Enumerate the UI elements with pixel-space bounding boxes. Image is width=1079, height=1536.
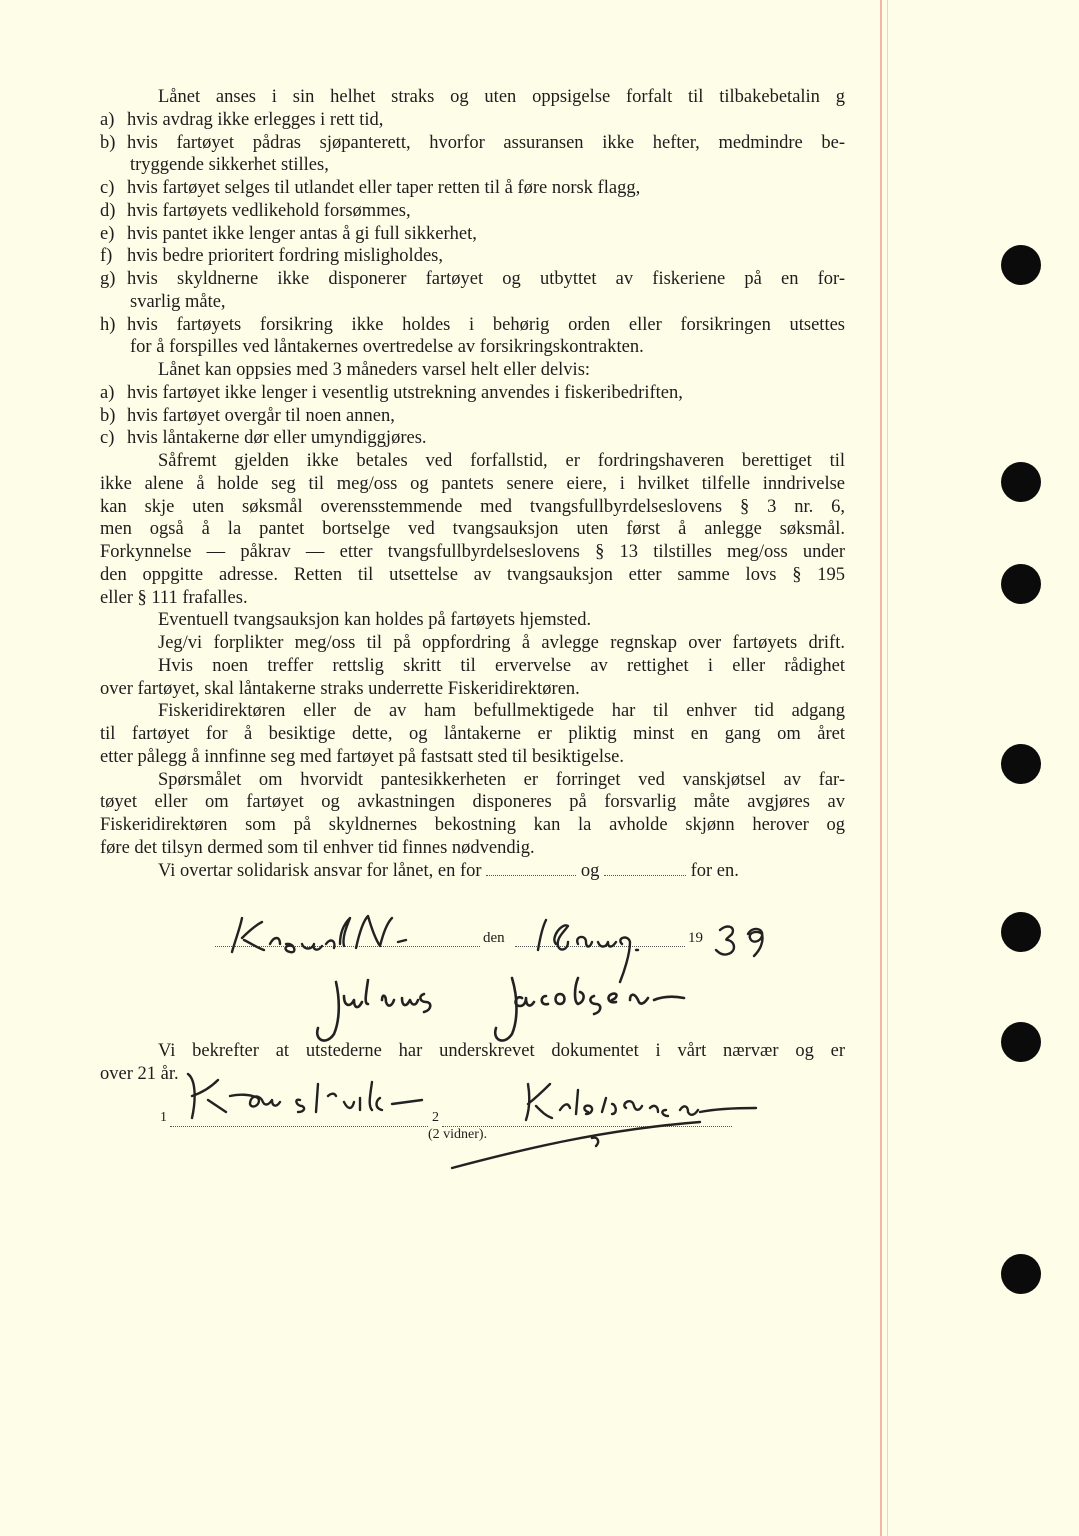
witness-signature-2 xyxy=(452,1084,756,1168)
witness-number-2: 2 xyxy=(432,1110,439,1125)
handwritten-place xyxy=(232,916,406,952)
item-text: hvis låntakerne dør eller umyndiggjøres. xyxy=(127,428,427,449)
item-text: hvis bedre prioritert fordring misligholdes, xyxy=(127,246,443,267)
item-marker: c) xyxy=(100,428,115,449)
handwritten-signature xyxy=(317,978,684,1041)
item-text: hvis pantet ikke lenger antas å gi full sikkerhet, xyxy=(127,223,477,244)
item-text: hvis fartøyets vedlikehold forsømmes, xyxy=(127,200,411,221)
year-prefix: 19 xyxy=(688,930,703,946)
text-line: etter pålegg å innfinne seg med fartøyet på fastsatt sted til besiktigelse. xyxy=(100,746,624,767)
witness-text: Vi bekrefter at utstederne har underskrevet dokumentet i vårt nærvær og er xyxy=(158,1041,845,1061)
text-line: den oppgitte adresse. Retten til utsettelse av tvangsauksjon etter samme lovs § 195 xyxy=(100,564,845,585)
witness-number-1: 1 xyxy=(160,1110,167,1125)
text-line: kan skje uten søksmål overensstemmende med tvangsfullbyrdelseslovens § 3 nr. 6, xyxy=(100,496,845,517)
text-line: tøyet eller om fartøyet og avkastningen disponeres på forsvarlig måte avgjøres av xyxy=(100,792,845,813)
item-marker: b) xyxy=(100,132,116,153)
item-marker: c) xyxy=(100,178,115,198)
punch-hole xyxy=(1001,744,1041,784)
item-marker: e) xyxy=(100,223,115,244)
text-line: svarlig måte, xyxy=(130,291,226,312)
den-label: den xyxy=(483,930,505,946)
text-line: Fiskeridirektøren som på skyldnernes bekostning kan la avholde skjønn herover og xyxy=(100,815,845,835)
item-text: hvis fartøyets forsikring ikke holdes i behørig orden eller forsikringen utsettes xyxy=(127,314,845,335)
text-line: ikke alene å holde seg til meg/oss og pantets senere eiere, i hvilket tilfelle inndrivelse xyxy=(100,473,845,494)
vidner-label: (2 vidner). xyxy=(428,1127,488,1142)
ansvar-prefix: Vi overtar solidarisk ansvar for lånet, en for xyxy=(158,860,482,881)
ansvar-suffix: for en. xyxy=(690,860,739,881)
item-text: hvis avdrag ikke erlegges i rett tid, xyxy=(127,109,384,130)
text-line: men også å la pantet bortselge ved tvangsauksjon uten først å anlegge søksmål. xyxy=(100,519,845,540)
text-line: Spørsmålet om hvorvidt pantesikkerheten er forringet ved vanskjøtsel av far- xyxy=(158,769,845,790)
ansvar-og: og xyxy=(580,860,600,881)
handwritten-date xyxy=(538,920,638,982)
item-marker: f) xyxy=(100,246,113,267)
text-line: Eventuell tvangsauksjon kan holdes på fartøyets hjemsted. xyxy=(158,610,592,631)
witness-age: over 21 år. xyxy=(100,1063,179,1084)
item-marker: d) xyxy=(100,200,116,221)
text-line: Lånet anses i sin helhet straks og uten oppsigelse forfalt til tilbakebetalin g xyxy=(158,87,845,107)
text-line: Fiskeridirektøren eller de av ham befullmektigede har til enhver tid adgang xyxy=(158,701,845,722)
punch-hole xyxy=(1001,245,1041,285)
item-marker: a) xyxy=(100,382,115,403)
item-marker: b) xyxy=(100,405,116,426)
punch-hole xyxy=(1001,564,1041,604)
item-text: hvis fartøyet pådras sjøpanterett, hvorfor assuransen ikke hefter, medmindre be- xyxy=(127,132,845,153)
item-marker: h) xyxy=(100,314,116,335)
punch-hole xyxy=(1001,1022,1041,1062)
text-line: tryggende sikkerhet stilles, xyxy=(130,155,329,176)
item-text: hvis fartøyet ikke lenger i vesentlig utstrekning anvendes i fiskeribedriften, xyxy=(127,382,683,403)
item-text: hvis fartøyet selges til utlandet eller taper retten til å føre norsk flagg, xyxy=(127,178,641,198)
punch-hole xyxy=(1001,1254,1041,1294)
punch-hole xyxy=(1001,912,1041,952)
text-line: Såfremt gjelden ikke betales ved forfallstid, er fordringshaveren berettiget til xyxy=(158,451,845,471)
item-text: hvis skyldnerne ikke disponerer fartøyet og utbyttet av fiskeriene på en for- xyxy=(127,269,845,289)
item-text: hvis fartøyet overgår til noen annen, xyxy=(127,405,395,426)
handwritten-year xyxy=(716,927,763,956)
text-line: for å forspilles ved låntakernes overtredelse av forsikringskontrakten. xyxy=(130,337,644,358)
witness-signature-1 xyxy=(188,1074,422,1118)
text-line: eller § 111 frafalles. xyxy=(100,587,248,608)
text-line: til fartøyet for å besiktige dette, og låntakerne er pliktig minst en gang om året xyxy=(100,724,845,744)
text-line: føre det tilsyn dermed som til enhver tid finnes nødvendig. xyxy=(100,837,535,858)
text-line: Hvis noen treffer rettslig skritt til ervervelse av rettighet i eller rådighet xyxy=(158,655,845,676)
text-line: Lånet kan oppsies med 3 måneders varsel helt eller delvis: xyxy=(158,360,591,380)
item-marker: g) xyxy=(100,269,116,289)
punch-hole xyxy=(1001,462,1041,502)
text-line: over fartøyet, skal låntakerne straks underrette Fiskeridirektøren. xyxy=(100,678,580,699)
item-marker: a) xyxy=(100,109,115,130)
text-line: Forkynnelse — påkrav — etter tvangsfullbyrdelseslovens § 13 tilstilles meg/oss under xyxy=(100,542,845,562)
text-line: Jeg/vi forplikter meg/oss til på oppfordring å avlegge regnskap over fartøyets drift. xyxy=(158,633,845,653)
